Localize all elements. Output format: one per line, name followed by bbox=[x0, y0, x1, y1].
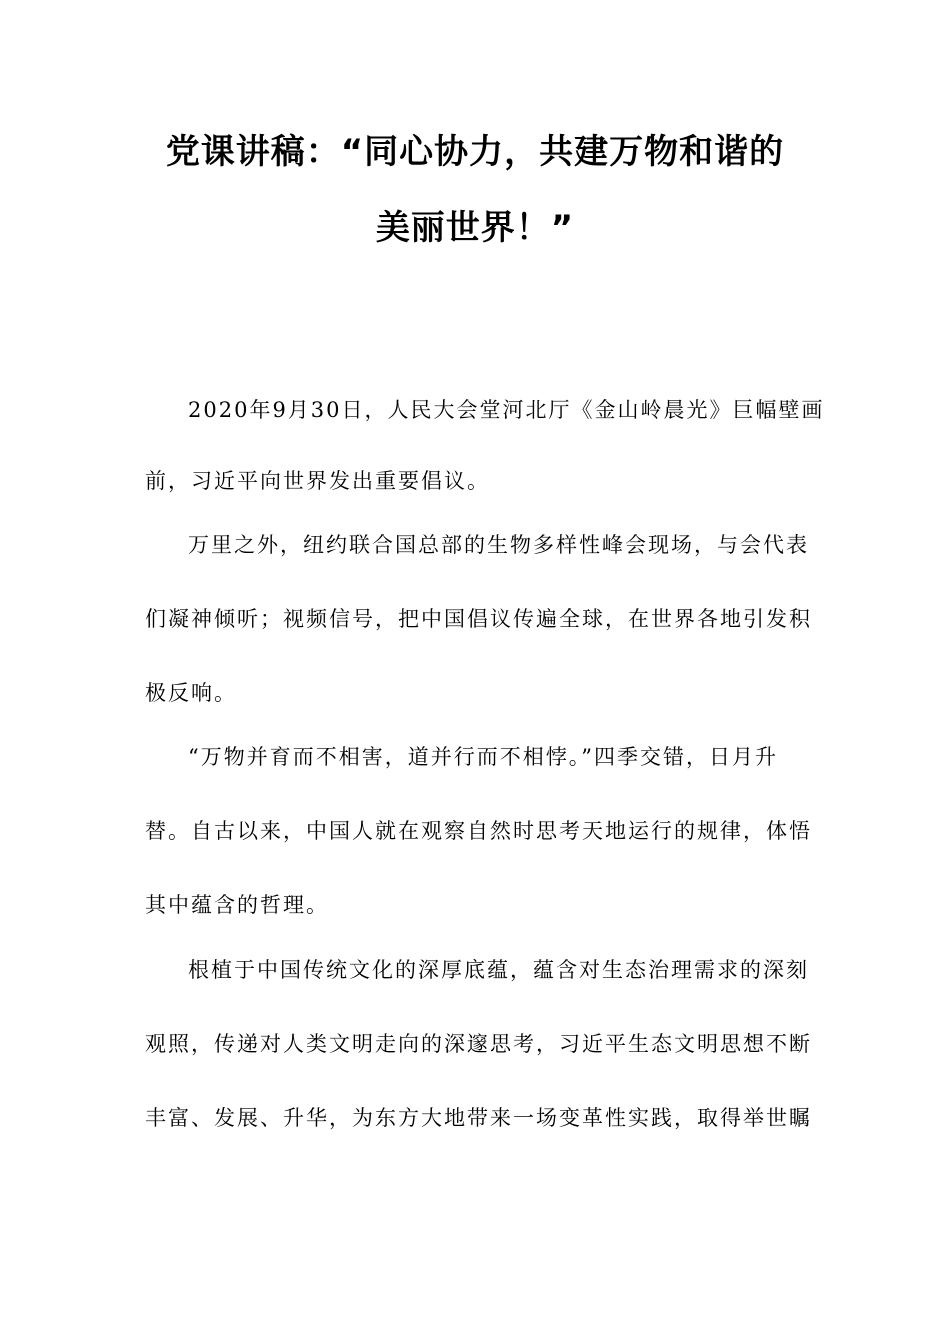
paragraph-4-line-1: 根植于中国传统文化的深厚底蕴，蕴含对生态治理需求的深刻 bbox=[188, 958, 809, 982]
paragraph-4-line-3: 丰富、发展、升华，为东方大地带来一场变革性实践，取得举世瞩 bbox=[145, 1106, 812, 1130]
paragraph-3-line-2: 替。自古以来，中国人就在观察自然时思考天地运行的规律，体悟 bbox=[145, 819, 812, 843]
paragraph-2-line-3: 极反响。 bbox=[145, 681, 237, 705]
paragraph-2-line-1: 万里之外，纽约联合国总部的生物多样性峰会现场，与会代表 bbox=[188, 533, 809, 557]
paragraph-1-line-1: 2020年9月30日，人民大会堂河北厅《金山岭晨光》巨幅壁画 bbox=[188, 398, 825, 422]
paragraph-1-line-2: 前，习近平向世界发出重要倡议。 bbox=[145, 469, 490, 493]
paragraph-3-line-1: “万物并育而不相害，道并行而不相悖。”四季交错，日月升 bbox=[188, 745, 778, 769]
document-title-line-2: 美丽世界！” bbox=[375, 208, 575, 248]
paragraph-3-line-3: 其中蕴含的哲理。 bbox=[145, 893, 329, 917]
paragraph-4-line-2: 观照，传递对人类文明走向的深邃思考，习近平生态文明思想不断 bbox=[145, 1032, 812, 1056]
paragraph-2-line-2: 们凝神倾听；视频信号，把中国倡议传遍全球，在世界各地引发积 bbox=[145, 607, 812, 631]
document-title-line-1: 党课讲稿：“同心协力，共建万物和谐的 bbox=[165, 132, 785, 172]
